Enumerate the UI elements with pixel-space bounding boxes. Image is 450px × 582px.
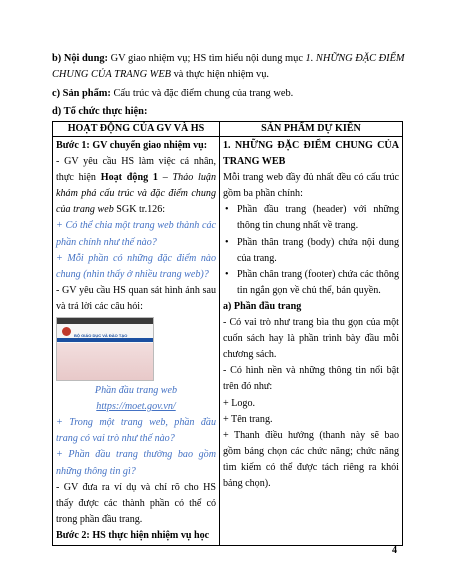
- banner-image: [57, 343, 153, 380]
- image-caption: Phần đầu trang web: [94, 385, 178, 397]
- header-left: HOẠT ĐỘNG CỦA GV VÀ HS: [53, 122, 220, 137]
- header-logo-item: + Logo.: [223, 397, 256, 409]
- task-text: - GV yêu cầu HS làm việc cá nhân, thực hiện: [56, 156, 216, 184]
- page-number: 4: [392, 545, 397, 556]
- activity-table: [52, 121, 403, 546]
- content-line-2: [52, 68, 402, 82]
- table-header-row: [53, 122, 403, 137]
- left-cell: [53, 137, 220, 546]
- activity-name: Hoạt động 1: [100, 172, 158, 184]
- product-line: [52, 87, 402, 101]
- structure-list: [223, 202, 399, 299]
- content-italic: 1. NHỮNG ĐẶC ĐIỂM: [305, 53, 405, 64]
- site-title: BỘ GIÁO DỤC VÀ ĐÀO TẠO: [74, 333, 128, 339]
- header-role: - Có vai trò như trang bìa thu gọn của một cuốn sách hay là phần trình bày đầu mỗi chương sách.: [223, 317, 399, 361]
- image-url-link[interactable]: https://moet.gov.vn/: [96, 401, 176, 413]
- list-item: • Phần chân trang (footer) chứa các thông tin ngắn gọn về chủ thể, bản quyền.: [237, 267, 399, 299]
- question-1: + Có thể chia một trang web thành các phần chính như thế nào?: [56, 220, 216, 248]
- dash: –: [157, 172, 173, 184]
- list-item: • Phần thân trang (body) chứa nội dung của trang.: [237, 235, 399, 267]
- header-right: SẢN PHẨM DỰ KIẾN: [220, 122, 403, 137]
- task-paragraph: [56, 154, 216, 218]
- subsection-heading: a) Phần đầu trang: [223, 300, 302, 312]
- list-item: • Phần đầu trang (header) với những thông tin chung nhất về trang.: [237, 202, 399, 234]
- header-nav-item: + Thanh điều hướng (thanh này sẽ bao gồm bảng chọn các chức năng; chức năng tìm kiếm có thể được tách riêng ra khỏi bảng chọn).: [223, 429, 399, 489]
- content-text-2: và thực hiện nhiệm vụ.: [171, 69, 269, 80]
- content-label: b) Nội dung:: [52, 53, 109, 64]
- question-2: + Mỗi phần có những đặc điểm nào chung (nhìn thấy ở nhiều trang web)?: [56, 252, 216, 280]
- activity-title: Thảo luận khám phá cấu trúc và đặc điểm chung của trang web: [56, 172, 216, 216]
- content-text: GV giao nhiệm vụ; HS tìm hiểu nội dung mục: [108, 53, 306, 64]
- section-heading: 1. NHỮNG ĐẶC ĐIỂM CHUNG CỦA TRANG WEB: [223, 140, 399, 168]
- table-body-row: [53, 137, 403, 546]
- organize-line: d) Tổ chức thực hiện:: [52, 106, 148, 117]
- header-name-item: + Tên trang.: [223, 413, 273, 425]
- header-background: - Có hình nền và những thông tin nổi bật trên đó như:: [223, 365, 399, 393]
- question-3: + Trong một trang web, phần đầu trang có vai trò như thế nào?: [56, 417, 216, 445]
- observe-instruction: - GV yêu cầu HS quan sát hình ảnh sau và trả lời các câu hỏi:: [56, 284, 216, 312]
- browser-bar: [57, 318, 153, 324]
- step-1: Bước 1: GV chuyển giao nhiệm vụ:: [56, 140, 208, 151]
- website-header-image: [56, 317, 154, 381]
- product-label: c) Sản phẩm:: [52, 88, 111, 99]
- content-italic-2: CHUNG CỦA TRANG WEB: [52, 69, 172, 80]
- content-line-1: [52, 52, 405, 66]
- question-4: + Phần đầu trang thường bao gồm những thông tin gì?: [56, 449, 216, 477]
- step-2: Bước 2: HS thực hiện nhiệm vụ học: [56, 529, 210, 541]
- right-cell: [220, 137, 403, 546]
- product-text: Cấu trúc và đặc điểm chung của trang web.: [110, 88, 294, 99]
- textbook-ref: SGK tr.126:: [113, 204, 166, 216]
- example-paragraph: - GV đưa ra ví dụ và chỉ rõ cho HS thấy được các thành phần có thể có trong phần đầu trang.: [56, 481, 216, 525]
- ministry-logo-icon: [62, 327, 71, 336]
- structure-intro: Mỗi trang web đầy đủ nhất đều có cấu trúc gồm ba phần chính:: [223, 172, 399, 200]
- site-nav-bar: [57, 338, 153, 342]
